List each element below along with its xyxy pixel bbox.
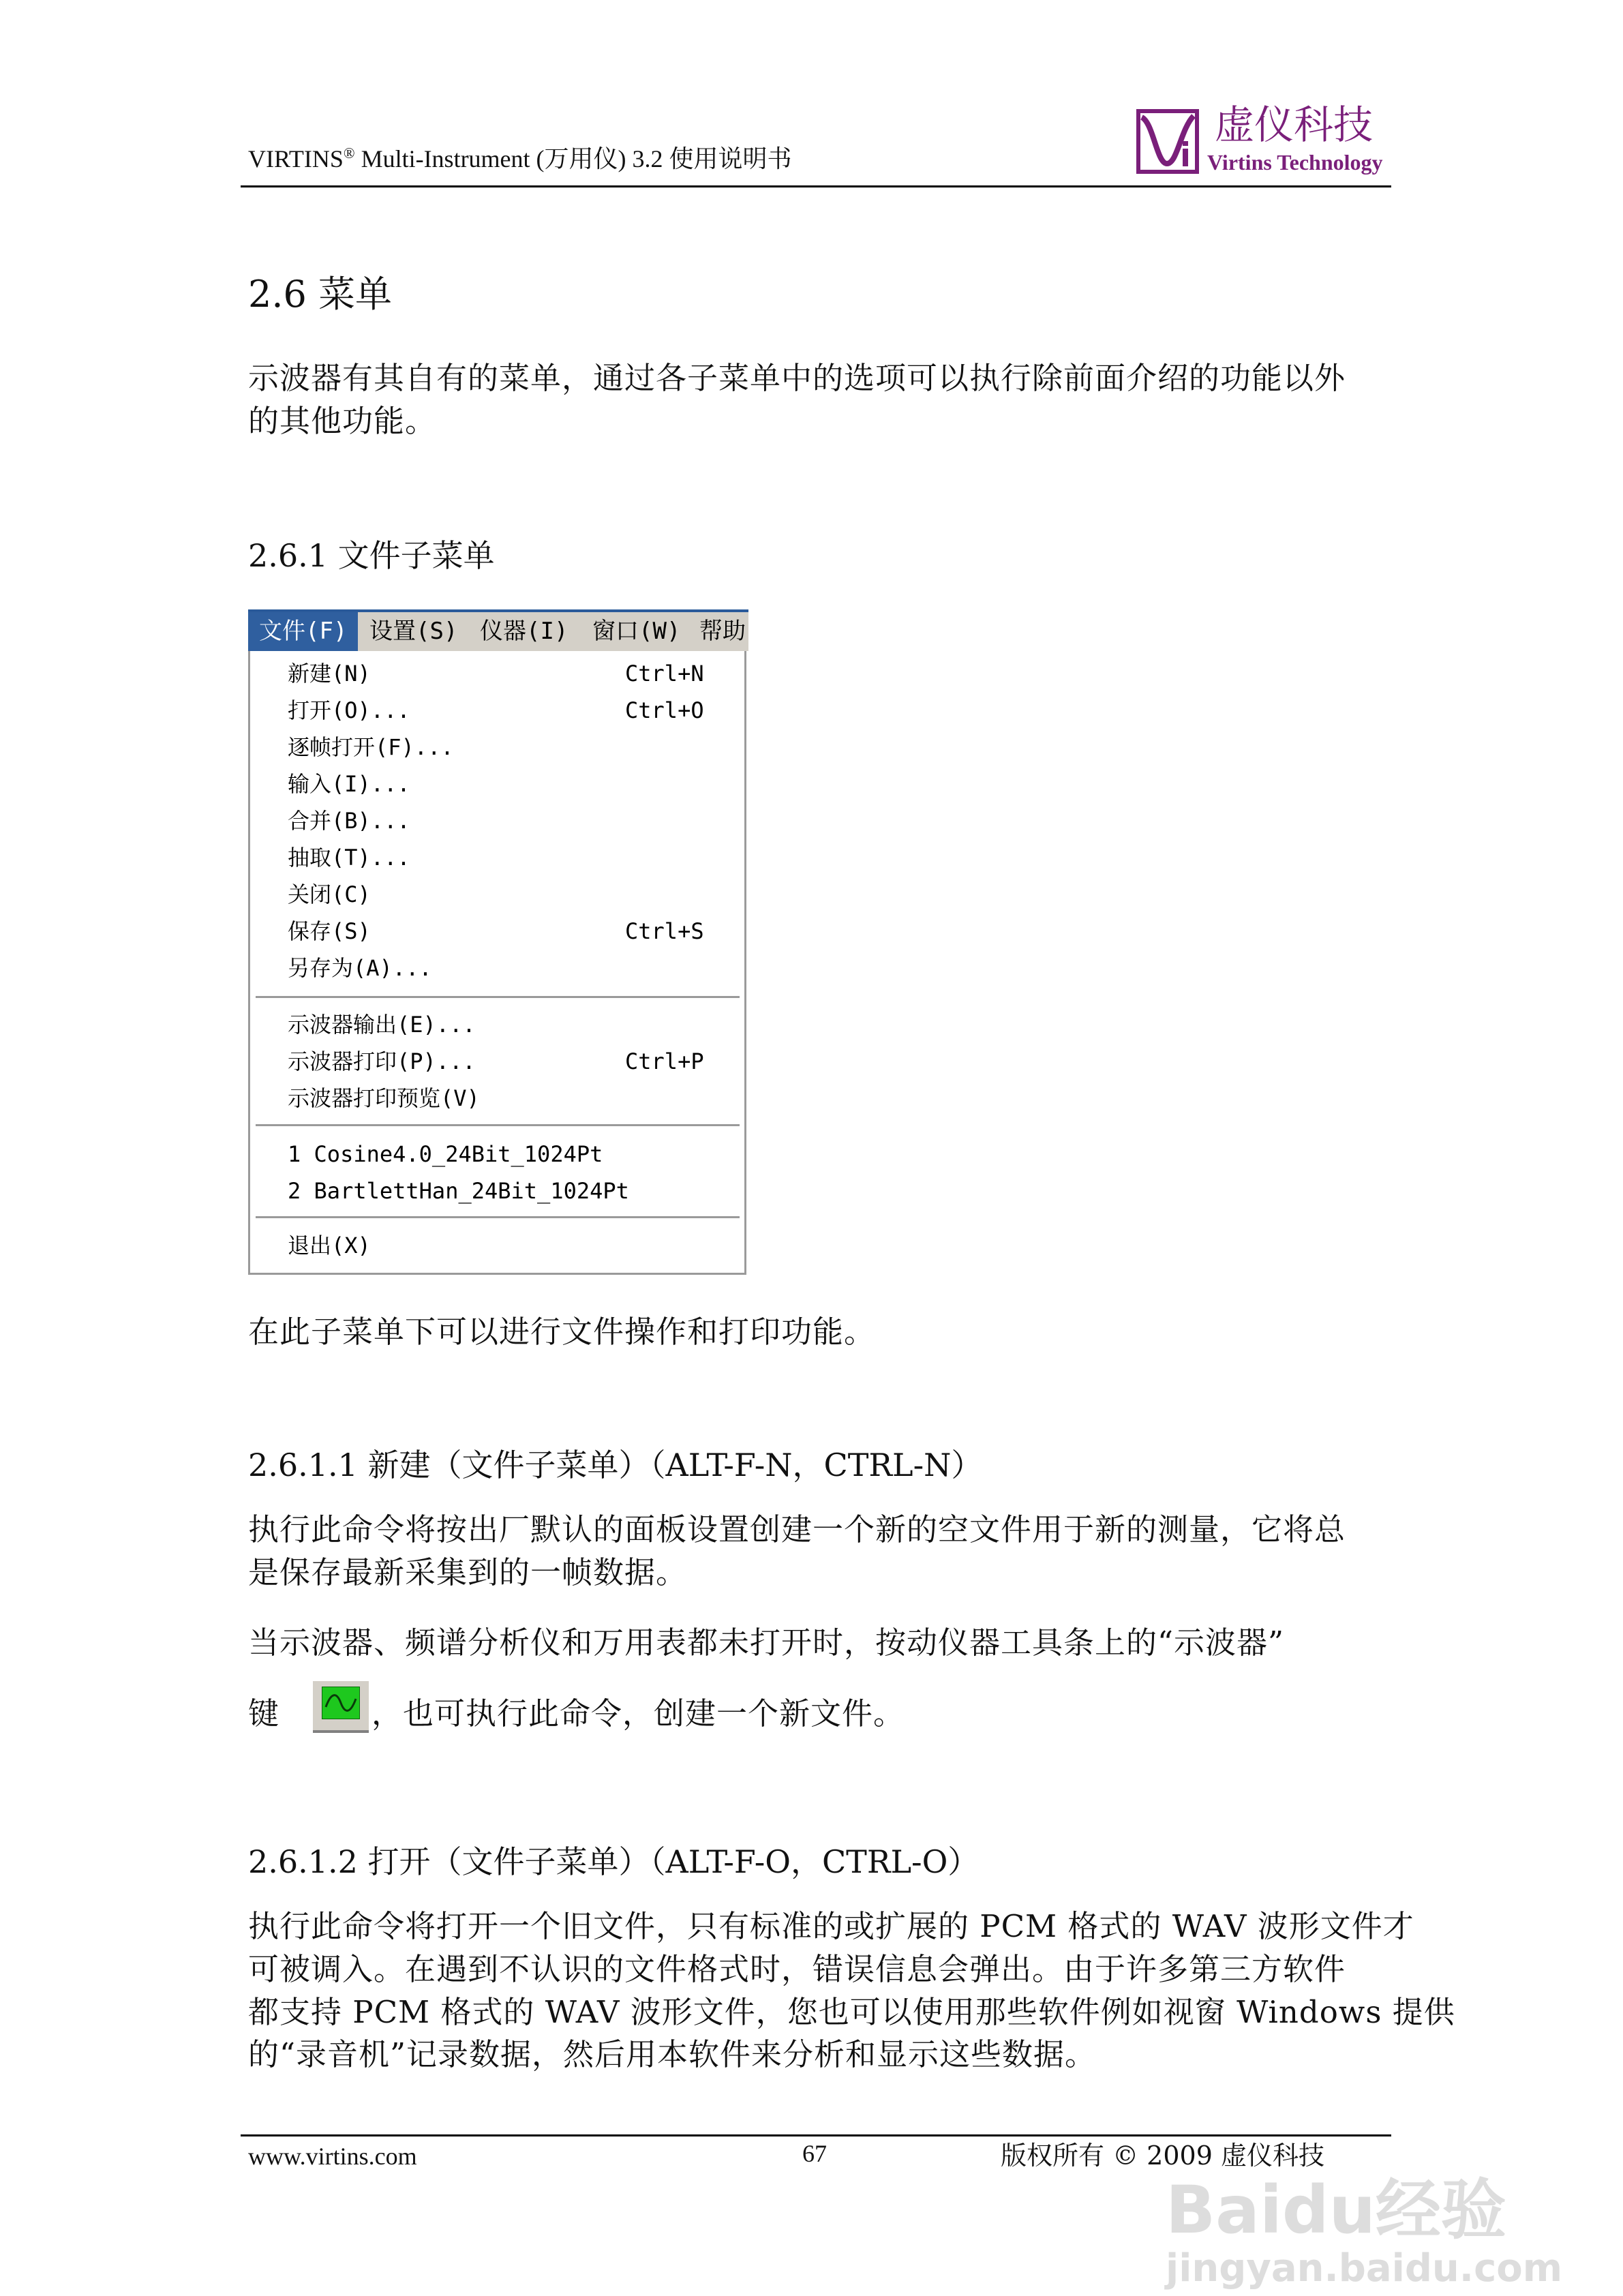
menu-item[interactable]: 打开(O)... [288,697,410,723]
section-heading: 2.6 菜单 [248,273,393,316]
logo-cn: 虚仪科技 [1215,102,1374,148]
menu-item[interactable]: 示波器打印预览(V) [288,1085,480,1111]
menu-item[interactable]: 关闭(C) [288,881,371,907]
menu-item[interactable]: 合并(B)... [288,808,410,834]
paragraph-line: ，也可执行此命令，创建一个新文件。 [371,1695,905,1732]
paragraph-line: 都支持 PCM 格式的 WAV 波形文件，您也可以使用那些软件例如视窗 Windows 提供 [248,1994,1455,2030]
menu-separator [256,1216,740,1218]
header-rule [241,185,1391,187]
file-menu-screenshot [248,609,746,1275]
menu-item[interactable]: 示波器输出(E)... [288,1012,476,1038]
menu-item[interactable]: 输入(I)... [288,771,410,797]
header-title [248,145,792,174]
menu-separator [256,996,740,998]
menu-bar [248,609,748,651]
footer-copyright: 版权所有 © 2009 虚仪科技 [1001,2141,1324,2171]
menu-item[interactable]: 抽取(T)... [288,845,410,871]
paragraph-line: 在此子菜单下可以进行文件操作和打印功能。 [248,1314,876,1350]
paragraph-line: 的“录音机”记录数据，然后用本软件来分析和显示这些数据。 [248,2036,1097,2072]
menu-item[interactable]: 2 BartlettHan_24Bit_1024Pt [288,1178,629,1204]
menu-item[interactable]: 退出(X) [288,1233,371,1258]
paragraph-line: 当示波器、频谱分析仪和万用表都未打开时，按动仪器工具条上的“示波器” [248,1625,1285,1661]
page-number: 67 [802,2140,827,2167]
subsection-heading: 2.6.1.2 打开（文件子菜单）（ALT-F-O，CTRL-O） [248,1843,980,1880]
menu-help[interactable]: 帮助 [699,618,746,645]
logo-en: Virtins Technology [1207,150,1383,175]
oscilloscope-button-icon [313,1681,369,1733]
menu-shortcut: Ctrl+N [625,661,704,686]
paragraph-line: 执行此命令将打开一个旧文件，只有标准的或扩展的 PCM 格式的 WAV 波形文件才 [248,1908,1414,1944]
paragraph-line: 的其他功能。 [248,403,437,439]
menu-item[interactable]: 另存为(A)... [288,955,432,981]
paragraph-line: 示波器有其自有的菜单，通过各子菜单中的选项可以执行除前面介绍的功能以外 [248,360,1346,396]
reg-mark: ® [343,145,355,162]
paragraph-line: 是保存最新采集到的一帧数据。 [248,1554,688,1590]
subsection-heading: 2.6.1 文件子菜单 [248,537,495,574]
menu-instrument[interactable]: 仪器(I) [480,618,568,645]
footer-rule [241,2134,1391,2136]
menu-window[interactable]: 窗口(W) [592,618,681,645]
doc-title: Multi-Instrument (万用仪) 3.2 使用说明书 [354,145,792,172]
paragraph-line: 键 [248,1695,280,1732]
logo-vi-icon [1136,109,1199,174]
menu-shortcut: Ctrl+P [625,1048,704,1074]
paragraph-line: 执行此命令将按出厂默认的面板设置创建一个新的空文件用于新的测量，它将总 [248,1511,1346,1547]
menu-separator [256,1124,740,1126]
menu-shortcut: Ctrl+O [625,697,704,723]
subsection-heading: 2.6.1.1 新建（文件子菜单）（ALT-F-N，CTRL-N） [248,1447,983,1483]
watermark-url: jingyan.baidu.com [1166,2246,1563,2291]
brand: VIRTINS [248,145,344,172]
footer-url: www.virtins.com [248,2143,417,2170]
menu-item[interactable]: 保存(S) [288,918,371,944]
menu-item[interactable]: 逐帧打开(F)... [288,734,454,760]
watermark-logo: Baidu经验 [1166,2172,1506,2248]
menu-shortcut: Ctrl+S [625,918,704,944]
menu-settings[interactable]: 设置(S) [369,618,458,645]
paragraph-line: 可被调入。在遇到不认识的文件格式时，错误信息会弹出。由于许多第三方软件 [248,1951,1346,1987]
menu-item[interactable]: 1 Cosine4.0_24Bit_1024Pt [288,1141,603,1167]
menu-item[interactable]: 示波器打印(P)... [288,1048,476,1074]
menu-item[interactable]: 新建(N) [288,661,371,686]
menu-file[interactable]: 文件(F) [248,612,358,651]
